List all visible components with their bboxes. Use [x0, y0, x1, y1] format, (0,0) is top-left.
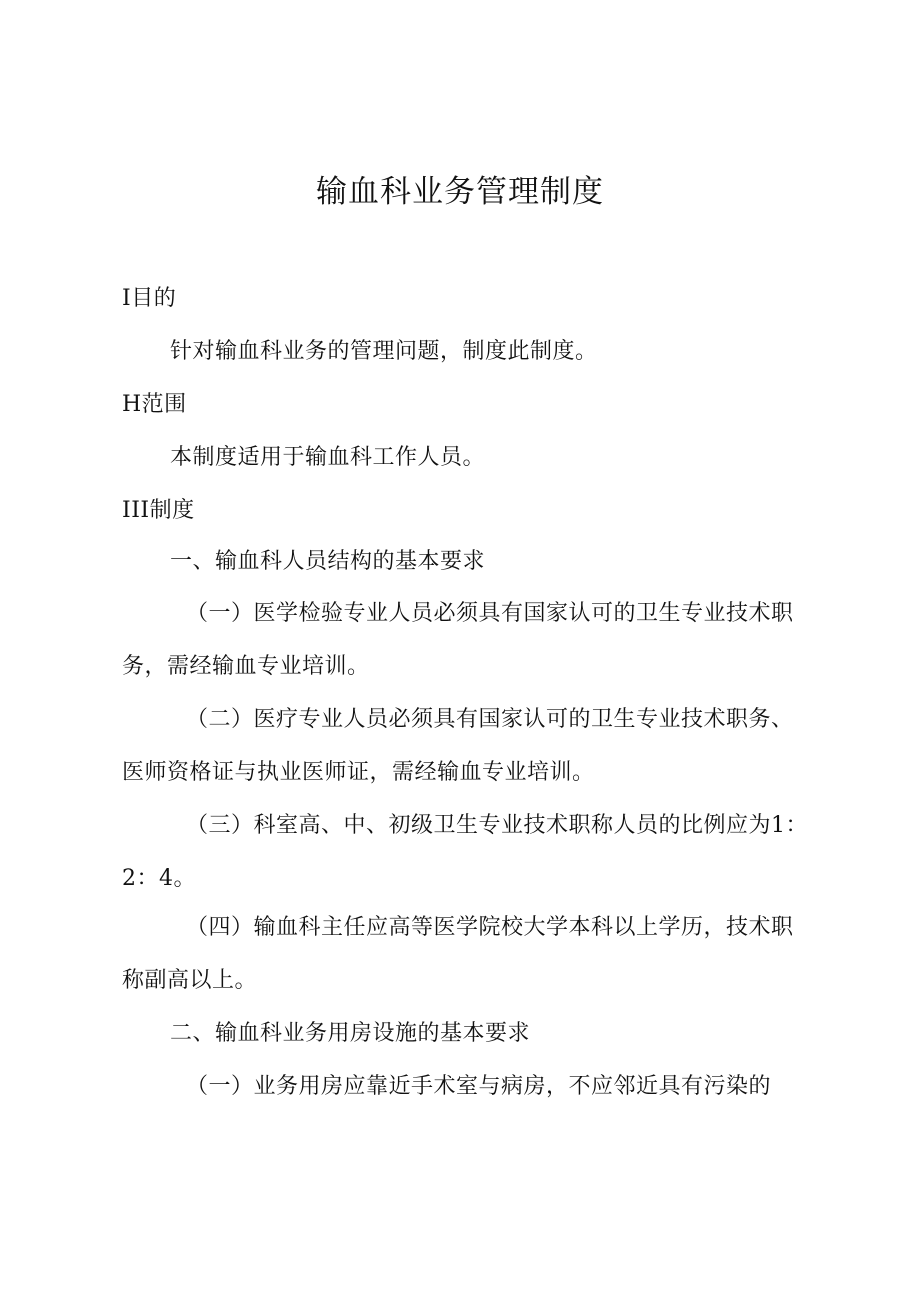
paragraph-line: 本制度适用于输血科工作人员。	[170, 445, 486, 470]
paragraph-line: 2：4。	[122, 866, 196, 891]
subsection-heading: 一、输血科人员结构的基本要求	[170, 549, 486, 574]
paragraph-line: 务，需经输血专业培训。	[122, 654, 370, 679]
subsection-heading: 二、输血科业务用房设施的基本要求	[170, 1021, 531, 1046]
section-heading-purpose: I目的	[122, 286, 177, 311]
paragraph-line: （三）科室高、中、初级卫生专业技术职称人员的比例应为1：	[186, 813, 808, 838]
paragraph-line: （四）输血科主任应高等医学院校大学本科以上学历，技术职	[186, 915, 794, 940]
paragraph-line: （一）医学检验专业人员必须具有国家认可的卫生专业技术职	[186, 601, 794, 626]
document-title: 输血科业务管理制度	[316, 174, 604, 210]
paragraph-line: 针对输血科业务的管理问题，制度此制度。	[170, 339, 598, 364]
section-heading-regulation: III制度	[122, 498, 195, 523]
paragraph-line: （二）医疗专业人员必须具有国家认可的卫生专业技术职务、	[186, 707, 794, 732]
paragraph-line: 称副高以上。	[122, 968, 258, 993]
paragraph-line: 医师资格证与执业医师证，需经输血专业培训。	[122, 760, 595, 785]
paragraph-line: （一）业务用房应靠近手术室与病房，不应邻近具有污染的	[186, 1074, 772, 1099]
section-heading-scope: H范围	[122, 392, 187, 417]
